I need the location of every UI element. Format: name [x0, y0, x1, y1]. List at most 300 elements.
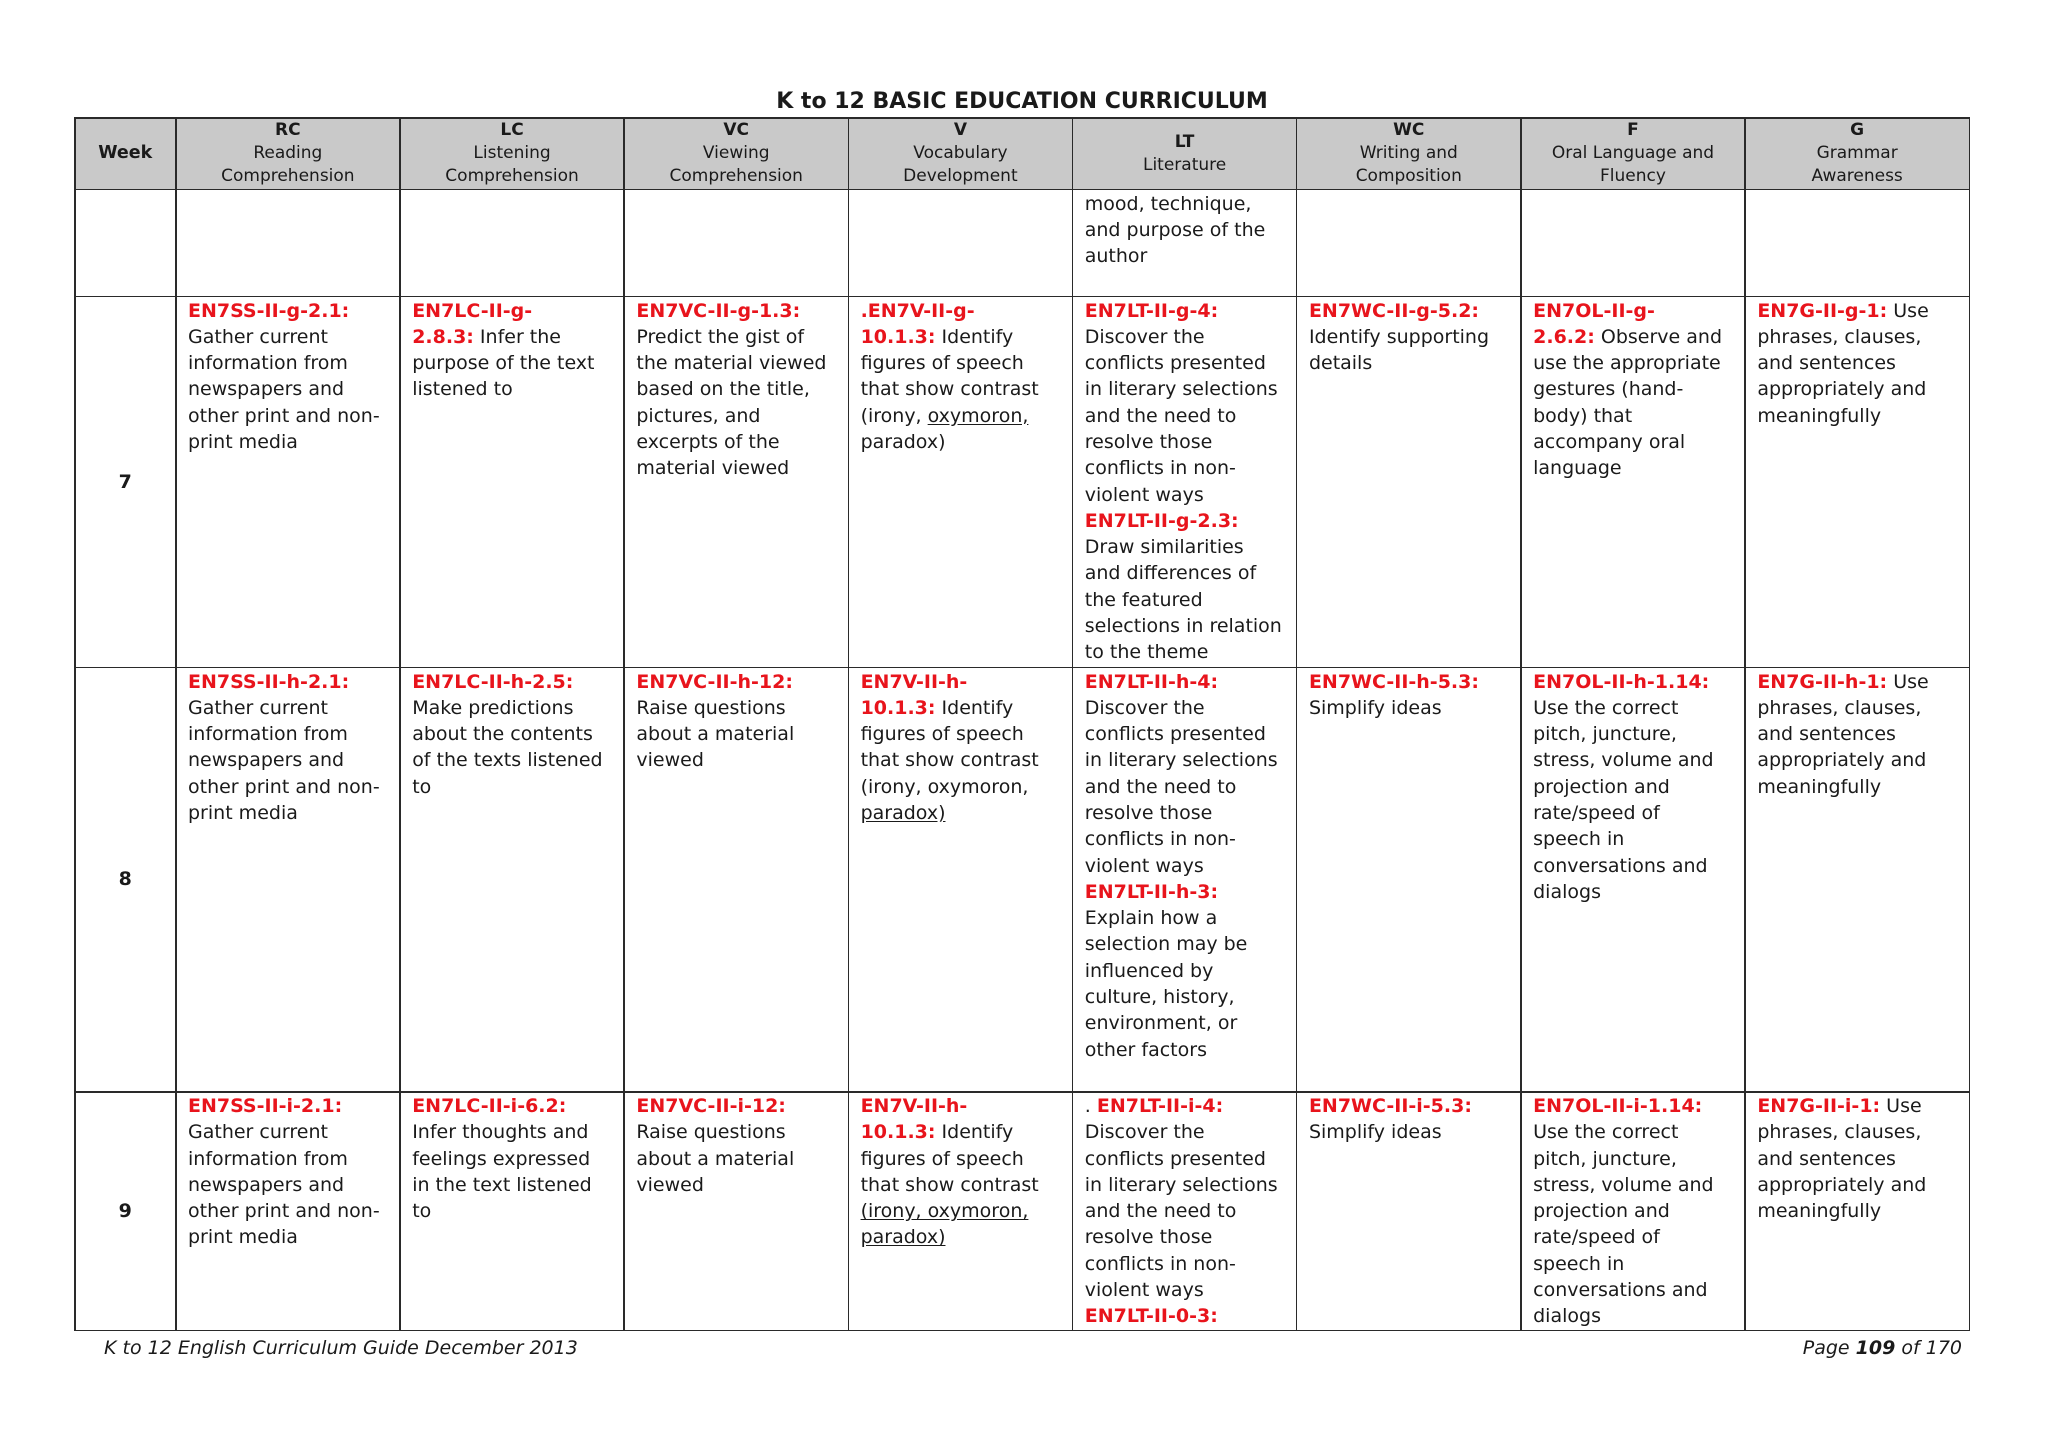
- cell-line: [1085, 482, 1292, 508]
- competency-code: EN7LC-II-g-: [412, 299, 533, 322]
- cell-line: [1533, 695, 1740, 721]
- competency-text: violent ways: [1084, 483, 1204, 506]
- header-g-cell: [1746, 119, 1969, 189]
- cell-line: [188, 1224, 395, 1250]
- cell-line: [412, 1172, 619, 1198]
- lc-competency-cell: [401, 297, 624, 667]
- competency-code: EN7OL-II-g-: [1533, 299, 1655, 322]
- cell-line: [861, 774, 1068, 800]
- competency-text: paradox): [860, 430, 946, 453]
- cell-line: [1757, 1146, 1964, 1172]
- competency-text: print media: [188, 1226, 298, 1249]
- cell-line: [861, 721, 1068, 747]
- competency-text: conflicts in non-: [1084, 828, 1236, 851]
- cell-line: [1757, 1172, 1964, 1198]
- cell-line: [188, 324, 395, 350]
- competency-text: stress, volume and: [1533, 1173, 1714, 1196]
- competency-text: stress, volume and: [1533, 749, 1714, 772]
- competency-text: Use: [1887, 670, 1929, 693]
- cell-line: [1085, 931, 1292, 957]
- competency-text: viewed: [636, 749, 704, 772]
- competency-code: EN7V-II-h-: [860, 1095, 968, 1117]
- cell-line: [1085, 403, 1292, 429]
- header-lc-cell: [401, 119, 624, 189]
- competency-text: (irony, oxymoron,: [860, 775, 1029, 798]
- cell-line: [1533, 1251, 1740, 1277]
- column-code: F: [1627, 120, 1639, 140]
- g-competency-cell: [1746, 297, 1969, 667]
- cell-line: [1533, 1172, 1740, 1198]
- competency-text: use the appropriate: [1533, 352, 1721, 375]
- f-competency-cell: [1522, 668, 1745, 1091]
- cell-line: [1533, 376, 1740, 402]
- cell-line: [1085, 905, 1292, 931]
- competency-code: 10.1.3:: [860, 325, 936, 348]
- cell-line: [1757, 1119, 1964, 1145]
- week-cell: [76, 297, 176, 667]
- competency-text: conflicts presented: [1084, 723, 1266, 746]
- competency-text: conflicts in non-: [1084, 457, 1236, 480]
- competency-text: print media: [188, 801, 298, 824]
- cell-line: [636, 695, 843, 721]
- cell-line: [636, 429, 843, 455]
- cell-line: [1757, 695, 1964, 721]
- competency-text: phrases, clauses,: [1757, 325, 1922, 348]
- cell-line: [188, 695, 395, 721]
- competency-text: and purpose of the: [1084, 218, 1266, 241]
- column-code: VC: [723, 120, 750, 140]
- cell-line: [861, 1093, 1068, 1119]
- cell-line: [1085, 958, 1292, 984]
- competency-code: EN7LC-II-h-2.5:: [412, 670, 574, 693]
- cell-line: [1533, 1119, 1740, 1145]
- column-label: Comprehension: [445, 166, 579, 186]
- competency-text: Use the correct: [1533, 696, 1679, 719]
- cell-line: [861, 1119, 1068, 1145]
- competency-code: 2.6.2:: [1533, 325, 1595, 348]
- cell-line: [636, 1093, 843, 1119]
- competency-code: EN7SS-II-g-2.1:: [188, 299, 350, 322]
- cell-line: [1533, 1224, 1740, 1250]
- competency-text: to: [412, 1200, 432, 1223]
- cell-line: [412, 774, 619, 800]
- cell-line: [1309, 1093, 1516, 1119]
- competency-code: 10.1.3:: [860, 696, 936, 719]
- column-label: Vocabulary: [913, 143, 1008, 163]
- cell-line: [1757, 350, 1964, 376]
- cell-line: [1309, 695, 1516, 721]
- week-number: 8: [118, 868, 132, 891]
- competency-text: phrases, clauses,: [1757, 696, 1922, 719]
- wc-competency-cell: [1297, 190, 1520, 296]
- rc-competency-cell: [177, 1093, 400, 1330]
- competency-text: gestures (hand-: [1533, 378, 1684, 401]
- competency-text: feelings expressed: [412, 1147, 591, 1170]
- cell-line: [1085, 879, 1292, 905]
- cell-line: [1085, 350, 1292, 376]
- competency-text: information from: [188, 352, 348, 375]
- header-week-cell: [76, 119, 176, 189]
- cell-line: [1085, 1172, 1292, 1198]
- column-label: Grammar: [1816, 143, 1898, 163]
- competency-code: EN7LT-II-i-4:: [1096, 1095, 1224, 1117]
- cell-line: [636, 455, 843, 481]
- competency-text: and the need to: [1084, 404, 1237, 427]
- rc-competency-cell: [177, 190, 400, 296]
- underlined-text: paradox): [860, 801, 946, 824]
- competency-text: appropriately and: [1757, 378, 1927, 401]
- cell-line: [1757, 1093, 1964, 1119]
- column-label: Comprehension: [221, 166, 355, 186]
- cell-line: [861, 800, 1068, 826]
- lt-competency-cell: [1073, 297, 1296, 667]
- cell-line: [1085, 508, 1292, 534]
- cell-line: [1757, 774, 1964, 800]
- competency-code: EN7SS-II-i-2.1:: [188, 1095, 343, 1117]
- cell-line: [1085, 1093, 1292, 1119]
- cell-line: [1085, 800, 1292, 826]
- column-code: G: [1850, 120, 1865, 140]
- cell-line: [1085, 534, 1292, 560]
- cell-line: [1533, 800, 1740, 826]
- column-label: Reading: [253, 143, 323, 163]
- cell-line: [636, 324, 843, 350]
- competency-text: Raise questions: [636, 1121, 786, 1144]
- cell-line: [1533, 350, 1740, 376]
- cell-line: [412, 298, 619, 324]
- cell-line: [1085, 1198, 1292, 1224]
- cell-line: [412, 324, 619, 350]
- competency-code: EN7VC-II-g-1.3:: [636, 299, 801, 322]
- column-label: Viewing: [702, 143, 770, 163]
- column-code: RC: [275, 120, 301, 140]
- cell-line: [1533, 879, 1740, 905]
- competency-text: information from: [188, 723, 348, 746]
- competency-text: that show contrast: [860, 378, 1039, 401]
- cell-line: [861, 403, 1068, 429]
- vc-competency-cell: [625, 190, 848, 296]
- cell-line: [412, 1146, 619, 1172]
- cell-line: [636, 403, 843, 429]
- cell-line: [1309, 350, 1516, 376]
- competency-text: selection may be: [1084, 933, 1248, 956]
- competency-text: meaningfully: [1757, 1200, 1882, 1223]
- competency-text: accompany oral: [1533, 430, 1686, 453]
- f-competency-cell: [1522, 190, 1745, 296]
- competency-text: other print and non-: [188, 1200, 380, 1223]
- competency-text: appropriately and: [1757, 749, 1927, 772]
- competency-text: and the need to: [1084, 775, 1237, 798]
- competency-text: Raise questions: [636, 696, 786, 719]
- competency-text: in the text listened: [412, 1173, 592, 1196]
- cell-line: [1757, 403, 1964, 429]
- competency-text: Gather current: [188, 325, 328, 348]
- competency-text: and sentences: [1757, 1147, 1896, 1170]
- g-competency-cell: [1746, 668, 1969, 1091]
- competency-text: Infer thoughts and: [412, 1121, 589, 1144]
- column-label: Oral Language and: [1551, 143, 1715, 163]
- competency-text: listened to: [412, 378, 513, 401]
- cell-line: [412, 695, 619, 721]
- competency-text: resolve those: [1084, 1226, 1213, 1249]
- competency-code: EN7LC-II-i-6.2:: [412, 1095, 567, 1117]
- week-cell: [76, 668, 176, 1091]
- competency-text: Use the correct: [1533, 1121, 1679, 1144]
- competency-text: pitch, juncture,: [1533, 1147, 1677, 1170]
- cell-line: [1085, 455, 1292, 481]
- competency-text: other factors: [1084, 1038, 1207, 1061]
- lt-competency-cell: [1073, 190, 1296, 296]
- competency-code: EN7LT-II-0-3:: [1084, 1305, 1218, 1328]
- competency-text: Identify: [935, 696, 1014, 719]
- competency-text: violent ways: [1084, 1279, 1204, 1302]
- competency-text: figures of speech: [860, 723, 1024, 746]
- competency-text: Gather current: [188, 1121, 328, 1144]
- competency-code: EN7WC-II-i-5.3:: [1308, 1095, 1472, 1117]
- competency-text: about the contents: [412, 723, 593, 746]
- competency-code: EN7OL-II-h-1.14:: [1533, 670, 1710, 693]
- competency-code: EN7WC-II-g-5.2:: [1308, 299, 1480, 322]
- competency-text: Infer the: [473, 325, 561, 348]
- competency-text: Identify: [935, 325, 1014, 348]
- competency-text: Use: [1880, 1095, 1922, 1117]
- competency-code: EN7SS-II-h-2.1:: [188, 670, 350, 693]
- header-lt-cell: [1073, 119, 1296, 189]
- cell-line: [1085, 1251, 1292, 1277]
- competency-text: pictures, and: [636, 404, 761, 427]
- competency-text: conflicts presented: [1084, 352, 1266, 375]
- cell-line: [188, 721, 395, 747]
- competency-text: pitch, juncture,: [1533, 723, 1677, 746]
- competency-text: Observe and: [1594, 325, 1723, 348]
- cell-line: [1085, 587, 1292, 613]
- cell-line: [1757, 747, 1964, 773]
- cell-line: [1085, 376, 1292, 402]
- competency-code: EN7G-II-h-1:: [1757, 670, 1888, 693]
- competency-text: and the need to: [1084, 1200, 1237, 1223]
- page-total: of 170: [1901, 1337, 1962, 1359]
- competency-code: EN7G-II-i-1:: [1757, 1095, 1881, 1117]
- cell-line: [1085, 324, 1292, 350]
- competency-text: figures of speech: [860, 352, 1024, 375]
- cell-line: [1085, 826, 1292, 852]
- cell-line: [636, 1146, 843, 1172]
- cell-line: [1085, 853, 1292, 879]
- cell-line: [1085, 1146, 1292, 1172]
- cell-line: [1085, 298, 1292, 324]
- cell-line: [188, 669, 395, 695]
- column-label: Listening: [473, 143, 551, 163]
- cell-line: [1533, 1198, 1740, 1224]
- competency-text: newspapers and: [188, 1173, 345, 1196]
- competency-code: 2.8.3:: [412, 325, 474, 348]
- cell-line: [636, 721, 843, 747]
- cell-line: [861, 695, 1068, 721]
- competency-text: to the theme: [1084, 641, 1209, 664]
- page-number: 109: [1855, 1337, 1896, 1359]
- cell-line: [1757, 376, 1964, 402]
- competency-text: speech in: [1533, 828, 1625, 851]
- competency-text: about a material: [636, 723, 795, 746]
- competency-text: culture, history,: [1084, 986, 1235, 1009]
- competency-text: and sentences: [1757, 723, 1896, 746]
- f-competency-cell: [1522, 1093, 1745, 1330]
- cell-line: [1085, 669, 1292, 695]
- wc-competency-cell: [1297, 297, 1520, 667]
- cell-line: [1085, 747, 1292, 773]
- cell-line: [1085, 1277, 1292, 1303]
- cell-line: [412, 350, 619, 376]
- competency-text: Simplify ideas: [1308, 1121, 1442, 1144]
- column-code: V: [953, 120, 967, 140]
- competency-text: to: [412, 775, 432, 798]
- cell-line: [1533, 429, 1740, 455]
- cell-line: [1085, 1303, 1292, 1329]
- cell-line: [412, 1093, 619, 1119]
- week-cell: [76, 190, 176, 296]
- competency-text: projection and: [1533, 775, 1670, 798]
- cell-line: [188, 1172, 395, 1198]
- cell-line: [861, 669, 1068, 695]
- week-number: 7: [118, 470, 132, 493]
- cell-line: [1085, 639, 1292, 665]
- column-label: Comprehension: [669, 166, 803, 186]
- cell-line: [1085, 613, 1292, 639]
- cell-line: [1309, 324, 1516, 350]
- competency-text: in literary selections: [1084, 749, 1278, 772]
- column-label: Composition: [1355, 166, 1462, 186]
- cell-line: [1085, 1010, 1292, 1036]
- cell-line: [861, 376, 1068, 402]
- cell-line: [1085, 695, 1292, 721]
- cell-line: [1085, 217, 1292, 243]
- lc-competency-cell: [401, 190, 624, 296]
- rc-competency-cell: [177, 297, 400, 667]
- competency-code: 10.1.3:: [860, 1121, 936, 1144]
- competency-text: other print and non-: [188, 775, 380, 798]
- week-cell: [76, 1093, 176, 1330]
- competency-text: body) that: [1533, 404, 1633, 427]
- cell-line: [1533, 1093, 1740, 1119]
- competency-text: mood, technique,: [1084, 192, 1252, 215]
- competency-text: resolve those: [1084, 801, 1213, 824]
- header-rc-cell: [177, 119, 400, 189]
- cell-line: [861, 350, 1068, 376]
- competency-text: excerpts of the: [636, 430, 780, 453]
- competency-text: newspapers and: [188, 378, 345, 401]
- week-header-label: Week: [98, 143, 153, 163]
- cell-line: [1757, 298, 1964, 324]
- competency-text: and sentences: [1757, 352, 1896, 375]
- cell-line: [412, 747, 619, 773]
- cell-line: [1533, 669, 1740, 695]
- cell-line: [1533, 1277, 1740, 1303]
- underlined-text: (irony, oxymoron,: [860, 1200, 1029, 1223]
- competency-text: material viewed: [636, 457, 790, 480]
- v-competency-cell: [849, 1093, 1072, 1330]
- competency-text: figures of speech: [860, 1147, 1024, 1170]
- header-wc-cell: [1297, 119, 1520, 189]
- competency-text: Predict the gist of: [636, 325, 805, 348]
- cell-line: [1757, 721, 1964, 747]
- cell-line: [188, 800, 395, 826]
- competency-text: and differences of: [1084, 562, 1257, 585]
- cell-line: [1309, 298, 1516, 324]
- vc-competency-cell: [625, 1093, 848, 1330]
- cell-line: [188, 774, 395, 800]
- competency-text: the featured: [1084, 588, 1203, 611]
- cell-line: [1533, 324, 1740, 350]
- competency-text: in literary selections: [1084, 1173, 1278, 1196]
- cell-line: [1533, 747, 1740, 773]
- cell-line: [1309, 1119, 1516, 1145]
- competency-code: EN7V-II-h-: [860, 670, 968, 693]
- cell-line: [188, 747, 395, 773]
- cell-line: [412, 1119, 619, 1145]
- cell-line: [1533, 721, 1740, 747]
- v-competency-cell: [849, 668, 1072, 1091]
- competency-text: language: [1533, 457, 1622, 480]
- competency-text: that show contrast: [860, 749, 1039, 772]
- cell-line: [1085, 1119, 1292, 1145]
- cell-line: [861, 1198, 1068, 1224]
- competency-text: conversations and: [1533, 1279, 1708, 1302]
- competency-text: viewed: [636, 1173, 704, 1196]
- lc-competency-cell: [401, 668, 624, 1091]
- competency-text: Use: [1887, 299, 1929, 322]
- cell-line: [1533, 774, 1740, 800]
- competency-text: phrases, clauses,: [1757, 1121, 1922, 1144]
- competency-text: environment, or: [1084, 1012, 1238, 1035]
- cell-line: [636, 669, 843, 695]
- competency-text: purpose of the text: [412, 352, 595, 375]
- header-v-cell: [849, 119, 1072, 189]
- cell-line: [412, 669, 619, 695]
- competency-code: EN7LT-II-h-3:: [1084, 880, 1219, 903]
- cell-line: [861, 429, 1068, 455]
- competency-text: selections in relation: [1084, 615, 1282, 638]
- cell-line: [1309, 669, 1516, 695]
- competency-text: Discover the: [1084, 1121, 1205, 1144]
- cell-line: [636, 376, 843, 402]
- cell-line: [412, 1198, 619, 1224]
- cell-line: [861, 1172, 1068, 1198]
- competency-text: dialogs: [1533, 1305, 1601, 1328]
- competency-code: EN7LT-II-g-2.3:: [1084, 509, 1239, 532]
- cell-line: [636, 298, 843, 324]
- cell-line: [188, 376, 395, 402]
- cell-line: [188, 1146, 395, 1172]
- cell-line: [861, 747, 1068, 773]
- column-label: Writing and: [1359, 143, 1458, 163]
- cell-line: [1533, 403, 1740, 429]
- v-competency-cell: [849, 297, 1072, 667]
- week-number: 9: [118, 1199, 132, 1222]
- column-code: WC: [1393, 120, 1425, 140]
- competency-text: based on the title,: [636, 378, 810, 401]
- f-competency-cell: [1522, 297, 1745, 667]
- g-competency-cell: [1746, 1093, 1969, 1330]
- wc-competency-cell: [1297, 1093, 1520, 1330]
- competency-text: dialogs: [1533, 880, 1601, 903]
- competency-text: about a material: [636, 1147, 795, 1170]
- cell-line: [188, 1093, 395, 1119]
- column-label: Awareness: [1811, 166, 1903, 186]
- competency-text: rate/speed of: [1533, 801, 1660, 824]
- competency-code: EN7OL-II-i-1.14:: [1533, 1095, 1703, 1117]
- cell-line: [188, 298, 395, 324]
- cell-line: [1085, 243, 1292, 269]
